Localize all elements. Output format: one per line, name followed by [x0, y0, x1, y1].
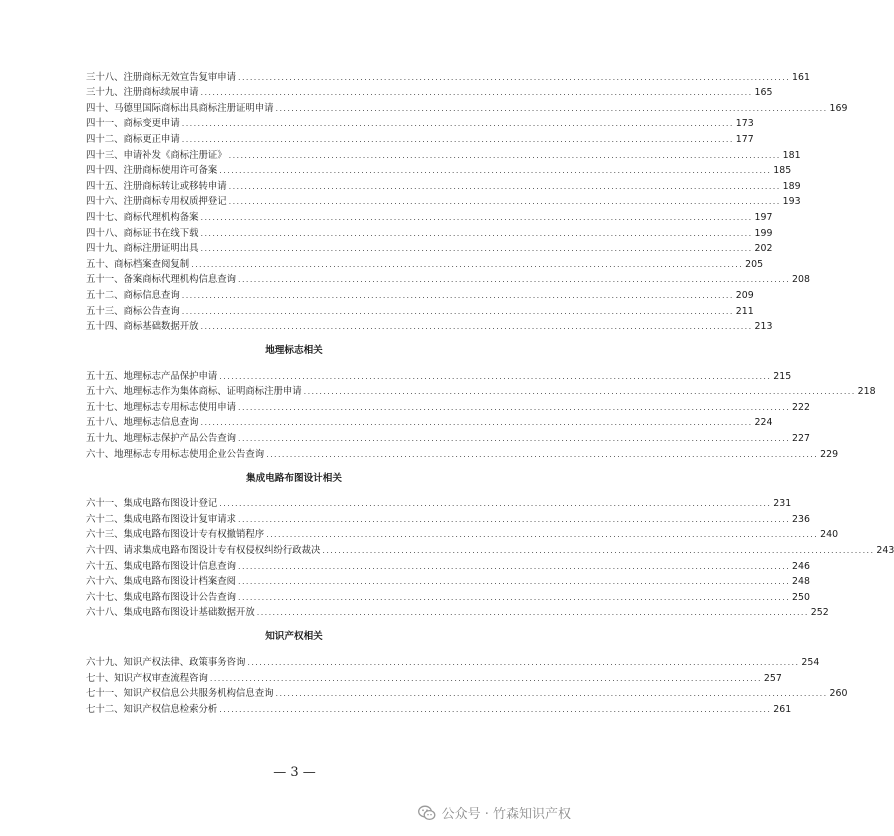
toc-entry — [86, 130, 754, 146]
section-heading: 地理标志相关 — [265, 345, 323, 357]
dot-leader: ............................................................................................................................................ — [219, 371, 772, 381]
toc-entry — [86, 685, 848, 701]
dot-leader: ............................................................................................................................................ — [256, 608, 809, 618]
dot-leader: ............................................................................................................................................ — [266, 449, 819, 459]
toc-entry-page: 173 — [735, 118, 754, 130]
toc-entry-title: 六十六、集成电路布图设计档案查阅 — [86, 576, 237, 588]
dot-leader: ............................................................................................................................................ — [238, 434, 791, 444]
toc-entry-page: 218 — [857, 386, 876, 398]
toc-entry-page: 208 — [792, 274, 810, 286]
dot-leader: ............................................................................................................................................ — [200, 418, 753, 428]
toc-entry-title: 四十四、注册商标使用许可备案 — [86, 165, 218, 177]
dot-leader: ............................................................................................................................................ — [181, 290, 734, 300]
toc-entry — [86, 541, 894, 557]
toc-entry-title: 六十三、集成电路布图设计专有权撤销程序 — [86, 529, 265, 541]
toc-entry — [86, 557, 810, 573]
dot-leader: ............................................................................................................................................ — [219, 166, 772, 176]
dot-leader: ............................................................................................................................................ — [238, 72, 791, 82]
toc-entry-title: 六十一、集成电路布图设计登记 — [86, 498, 218, 510]
dot-leader: ............................................................................................................................................ — [181, 119, 734, 129]
toc-entry-title: 六十七、集成电路布图设计公告查询 — [86, 591, 237, 603]
toc-entry-page: 209 — [735, 289, 754, 301]
toc-entry-title: 七十二、知识产权信息检索分析 — [86, 703, 218, 715]
toc-entry-title: 五十九、地理标志保护产品公告查询 — [86, 433, 237, 445]
toc-entry-page: 222 — [792, 401, 810, 413]
dot-leader: ............................................................................................................................................ — [247, 658, 800, 667]
toc-entry — [86, 318, 773, 334]
toc-entry-title: 五十七、地理标志专用标志使用申请 — [86, 401, 237, 413]
toc-entry-page: 193 — [782, 196, 801, 208]
dot-leader: ............................................................................................................................................ — [200, 212, 753, 222]
toc-entry-page: 246 — [792, 560, 810, 572]
dot-leader: ............................................................................................................................................ — [228, 181, 781, 191]
toc-entry-page: 177 — [735, 133, 754, 145]
toc-entry-title: 六十五、集成电路布图设计信息查询 — [86, 560, 237, 572]
dot-leader: ............................................................................................................................................ — [200, 88, 753, 98]
toc-entry — [86, 240, 773, 256]
toc-entry-title: 四十七、商标代理机构备案 — [86, 211, 199, 223]
dot-leader: ............................................................................................................................................ — [228, 150, 781, 160]
toc-entry-page: 213 — [754, 321, 773, 333]
toc-entry — [86, 286, 754, 302]
dot-leader: ............................................................................................................................................ — [238, 275, 791, 285]
toc-entry — [86, 115, 754, 131]
toc-entry — [86, 68, 810, 84]
toc-entry-page: 250 — [792, 591, 810, 603]
toc-entry — [86, 495, 792, 511]
toc-entry — [86, 510, 810, 526]
toc-entry-title: 七十、知识产权审查流程咨询 — [86, 672, 208, 684]
toc-entry — [86, 146, 801, 162]
dot-leader: ............................................................................................................................................ — [266, 530, 819, 540]
dot-leader: ............................................................................................................................................ — [209, 673, 762, 683]
dot-leader: ............................................................................................................................................ — [181, 134, 734, 144]
toc-entry-title: 四十八、商标证书在线下载 — [86, 227, 199, 239]
dot-leader: ............................................................................................................................................ — [219, 499, 772, 509]
toc-entry-title: 七十一、知识产权信息公共服务机构信息查询 — [86, 688, 274, 700]
toc-entry-title: 五十、商标档案查阅复制 — [86, 258, 190, 270]
dot-leader: ............................................................................................................................................ — [303, 387, 856, 397]
toc-entry-page: 261 — [773, 703, 792, 715]
toc-entry — [86, 193, 801, 209]
dot-leader: ............................................................................................................................................ — [238, 514, 791, 524]
toc-entry — [86, 208, 773, 224]
toc-entry-title: 五十八、地理标志信息查询 — [86, 417, 199, 429]
section-heading: 知识产权相关 — [265, 631, 323, 643]
section-heading: 集成电路布图设计相关 — [246, 472, 342, 484]
toc-entry-title: 六十二、集成电路布图设计复审请求 — [86, 513, 237, 525]
toc-entry-page: 257 — [763, 672, 782, 684]
toc-entry-title: 四十、马德里国际商标出具商标注册证明申请 — [86, 102, 274, 114]
toc-entry — [86, 271, 810, 287]
toc-entry — [86, 588, 810, 604]
dot-leader: ............................................................................................................................................ — [191, 259, 744, 269]
toc-entry — [86, 445, 839, 461]
toc-entry — [86, 669, 782, 685]
toc-entry — [86, 99, 848, 115]
toc-entry-title: 六十、地理标志专用标志使用企业公告查询 — [86, 448, 265, 460]
toc-entry-page: 165 — [754, 87, 773, 99]
toc-entry-page: 185 — [773, 165, 792, 177]
toc-entry-page: 181 — [782, 149, 801, 161]
toc-entry — [86, 255, 764, 271]
toc-entry — [86, 224, 773, 240]
dot-leader: ............................................................................................................................................ — [200, 244, 753, 254]
toc-entry-title: 五十五、地理标志产品保护申请 — [86, 370, 218, 382]
toc-entry-title: 六十八、集成电路布图设计基础数据开放 — [86, 607, 255, 619]
toc-entry-page: 161 — [792, 71, 810, 83]
toc-entry-title: 五十一、备案商标代理机构信息查询 — [86, 274, 237, 286]
toc-entry-page: 199 — [754, 227, 773, 239]
toc-entry-page: 229 — [820, 448, 839, 460]
toc-entry — [86, 84, 773, 100]
dot-leader: ............................................................................................................................................ — [238, 402, 791, 412]
dot-leader: ............................................................................................................................................ — [238, 577, 791, 587]
toc-entry — [86, 367, 792, 383]
toc-entry — [86, 526, 839, 542]
toc-entry-page: 248 — [792, 576, 810, 588]
page-number: — 3 — — [273, 765, 316, 780]
dot-leader: ............................................................................................................................................ — [275, 689, 828, 699]
toc-entry-title: 四十九、商标注册证明出具 — [86, 243, 199, 255]
dot-leader: ............................................................................................................................................ — [322, 546, 875, 556]
toc-entry-page: 254 — [801, 657, 820, 668]
toc-entry — [86, 604, 829, 620]
toc-entry — [86, 429, 810, 445]
toc-entry — [86, 398, 810, 414]
toc-entry-title: 三十九、注册商标续展申请 — [86, 87, 199, 99]
toc-entry — [86, 162, 792, 178]
toc-entry-page: 260 — [829, 688, 848, 700]
dot-leader: ............................................................................................................................................ — [238, 561, 791, 571]
toc-entry-title: 四十一、商标变更申请 — [86, 118, 180, 130]
dot-leader: ............................................................................................................................................ — [181, 306, 734, 316]
watermark — [418, 803, 571, 822]
toc-entry — [86, 573, 810, 589]
toc-entry-page: 215 — [773, 370, 792, 382]
dot-leader: ............................................................................................................................................ — [200, 322, 753, 332]
dot-leader: ............................................................................................................................................ — [200, 228, 753, 238]
toc-entry-page: 252 — [810, 607, 829, 619]
toc-entry-page: 169 — [829, 102, 848, 114]
toc-entry-title: 四十六、注册商标专用权质押登记 — [86, 196, 227, 208]
toc-entry-title: 四十二、商标更正申请 — [86, 133, 180, 145]
toc-entry-page: 211 — [735, 305, 754, 317]
toc-entry — [86, 653, 820, 669]
toc-entry-page: 224 — [754, 417, 773, 429]
toc-entry-title: 五十六、地理标志作为集体商标、证明商标注册申请 — [86, 386, 302, 398]
dot-leader: ............................................................................................................................................ — [275, 103, 828, 113]
toc-entry-page: 205 — [745, 258, 764, 270]
toc-entry — [86, 414, 773, 430]
toc-entry-title: 四十五、注册商标转让或移转申请 — [86, 180, 227, 192]
toc-entry-page: 236 — [792, 513, 810, 525]
toc-entry-title: 四十三、申请补发《商标注册证》 — [86, 149, 227, 161]
toc-entry — [86, 383, 876, 399]
toc-entry-page: 227 — [792, 433, 810, 445]
toc-entry-title: 五十四、商标基础数据开放 — [86, 321, 199, 333]
dot-leader: ............................................................................................................................................ — [228, 197, 781, 207]
toc-entry — [86, 700, 792, 716]
toc-entry-page: 243 — [876, 545, 894, 557]
watermark-text: 公众号 · 竹森知识产权 — [441, 807, 571, 822]
toc-entry-page: 231 — [773, 498, 792, 510]
toc-entry-title: 六十九、知识产权法律、政策事务咨询 — [86, 657, 246, 668]
toc-entry-page: 202 — [754, 243, 773, 255]
toc-entry — [86, 302, 754, 318]
toc-entry-page: 197 — [754, 211, 773, 223]
toc-entry-title: 三十八、注册商标无效宣告复审申请 — [86, 71, 237, 83]
toc-entry-title: 五十三、商标公告查询 — [86, 305, 180, 317]
toc-entry-title: 六十四、请求集成电路布图设计专有权侵权纠纷行政裁决 — [86, 545, 321, 557]
wechat-icon — [418, 805, 436, 821]
table-of-contents — [86, 68, 894, 716]
toc-entry-title: 五十二、商标信息查询 — [86, 289, 180, 301]
toc-entry-page: 189 — [782, 180, 801, 192]
toc-entry-page: 240 — [820, 529, 839, 541]
dot-leader: ............................................................................................................................................ — [238, 592, 791, 602]
toc-entry — [86, 177, 801, 193]
dot-leader: ............................................................................................................................................ — [219, 704, 772, 714]
